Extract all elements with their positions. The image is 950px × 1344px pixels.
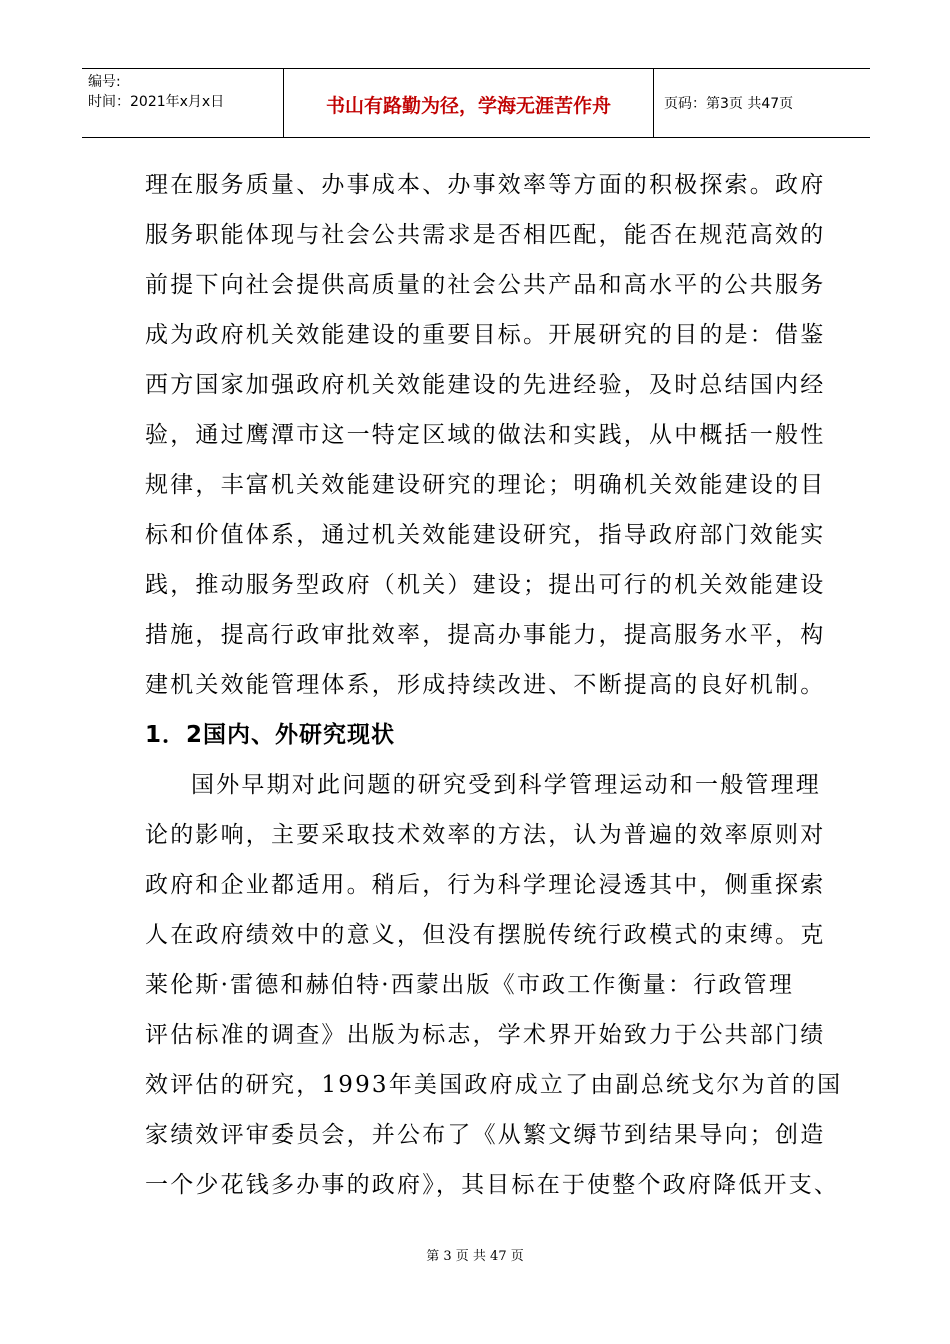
text-line: 人在政府绩效中的意义，但没有摆脱传统行政模式的束缚。克 — [145, 922, 826, 948]
document-time-label: 时间：2021年x月x日 — [88, 94, 225, 110]
text-line: 莱伦斯·雷德和赫伯特·西蒙出版《市政工作衡量：行政管理 — [145, 972, 795, 998]
text-line: 规律，丰富机关效能建设研究的理论；明确机关效能建设的目 — [145, 472, 826, 498]
text-line: 论的影响，主要采取技术效率的方法，认为普遍的效率原则对 — [145, 822, 826, 848]
text-line: 家绩效评审委员会，并公布了《从繁文缛节到结果导向；创造 — [145, 1122, 826, 1148]
text-line: 标和价值体系，通过机关效能建设研究，指导政府部门效能实 — [145, 522, 826, 548]
text-line: 践，推动服务型政府（机关）建设；提出可行的机关效能建设 — [145, 572, 826, 598]
section-heading: 1．2国内、外研究现状 — [145, 722, 396, 748]
paragraph-purpose — [145, 160, 825, 710]
page-header — [82, 68, 870, 138]
header-motto-cell — [284, 69, 654, 137]
header-motto: 书山有路勤为径，学海无涯苦作舟 — [325, 95, 611, 117]
paragraph-research-status — [145, 760, 843, 1210]
text-line: 前提下向社会提供高质量的社会公共产品和高水平的公共服务 — [145, 272, 826, 298]
text-line: 政府和企业都适用。稍后，行为科学理论浸透其中，侧重探索 — [145, 872, 826, 898]
header-page-cell — [654, 69, 870, 137]
header-page-info: 页码：第3页 共47页 — [664, 96, 794, 112]
text-line: 国外早期对此问题的研究受到科学管理运动和一般管理理 — [191, 772, 821, 798]
text-line: 评估标准的调查》出版为标志，学术界开始致力于公共部门绩 — [145, 1022, 826, 1048]
text-line: 一个少花钱多办事的政府》，其目标在于使整个政府降低开支、 — [145, 1172, 840, 1198]
text-line: 措施，提高行政审批效率，提高办事能力，提高服务水平，构 — [145, 622, 826, 648]
text-line: 西方国家加强政府机关效能建设的先进经验，及时总结国内经 — [145, 372, 826, 398]
document-body — [145, 160, 843, 1210]
text-line: 成为政府机关效能建设的重要目标。开展研究的目的是：借鉴 — [145, 322, 826, 348]
text-line: 建机关效能管理体系，形成持续改进、不断提高的良好机制。 — [145, 672, 826, 698]
text-line: 效评估的研究，1993年美国政府成立了由副总统戈尔为首的国 — [145, 1072, 843, 1098]
page-footer: 第 3 页 共 47 页 — [426, 1249, 524, 1264]
header-meta-cell — [82, 69, 284, 137]
text-line: 服务职能体现与社会公共需求是否相匹配，能否在规范高效的 — [145, 222, 826, 248]
text-line: 理在服务质量、办事成本、办事效率等方面的积极探索。政府 — [145, 172, 826, 198]
document-number-label: 编号: — [88, 74, 121, 90]
text-line: 验，通过鹰潭市这一特定区域的做法和实践，从中概括一般性 — [145, 422, 826, 448]
